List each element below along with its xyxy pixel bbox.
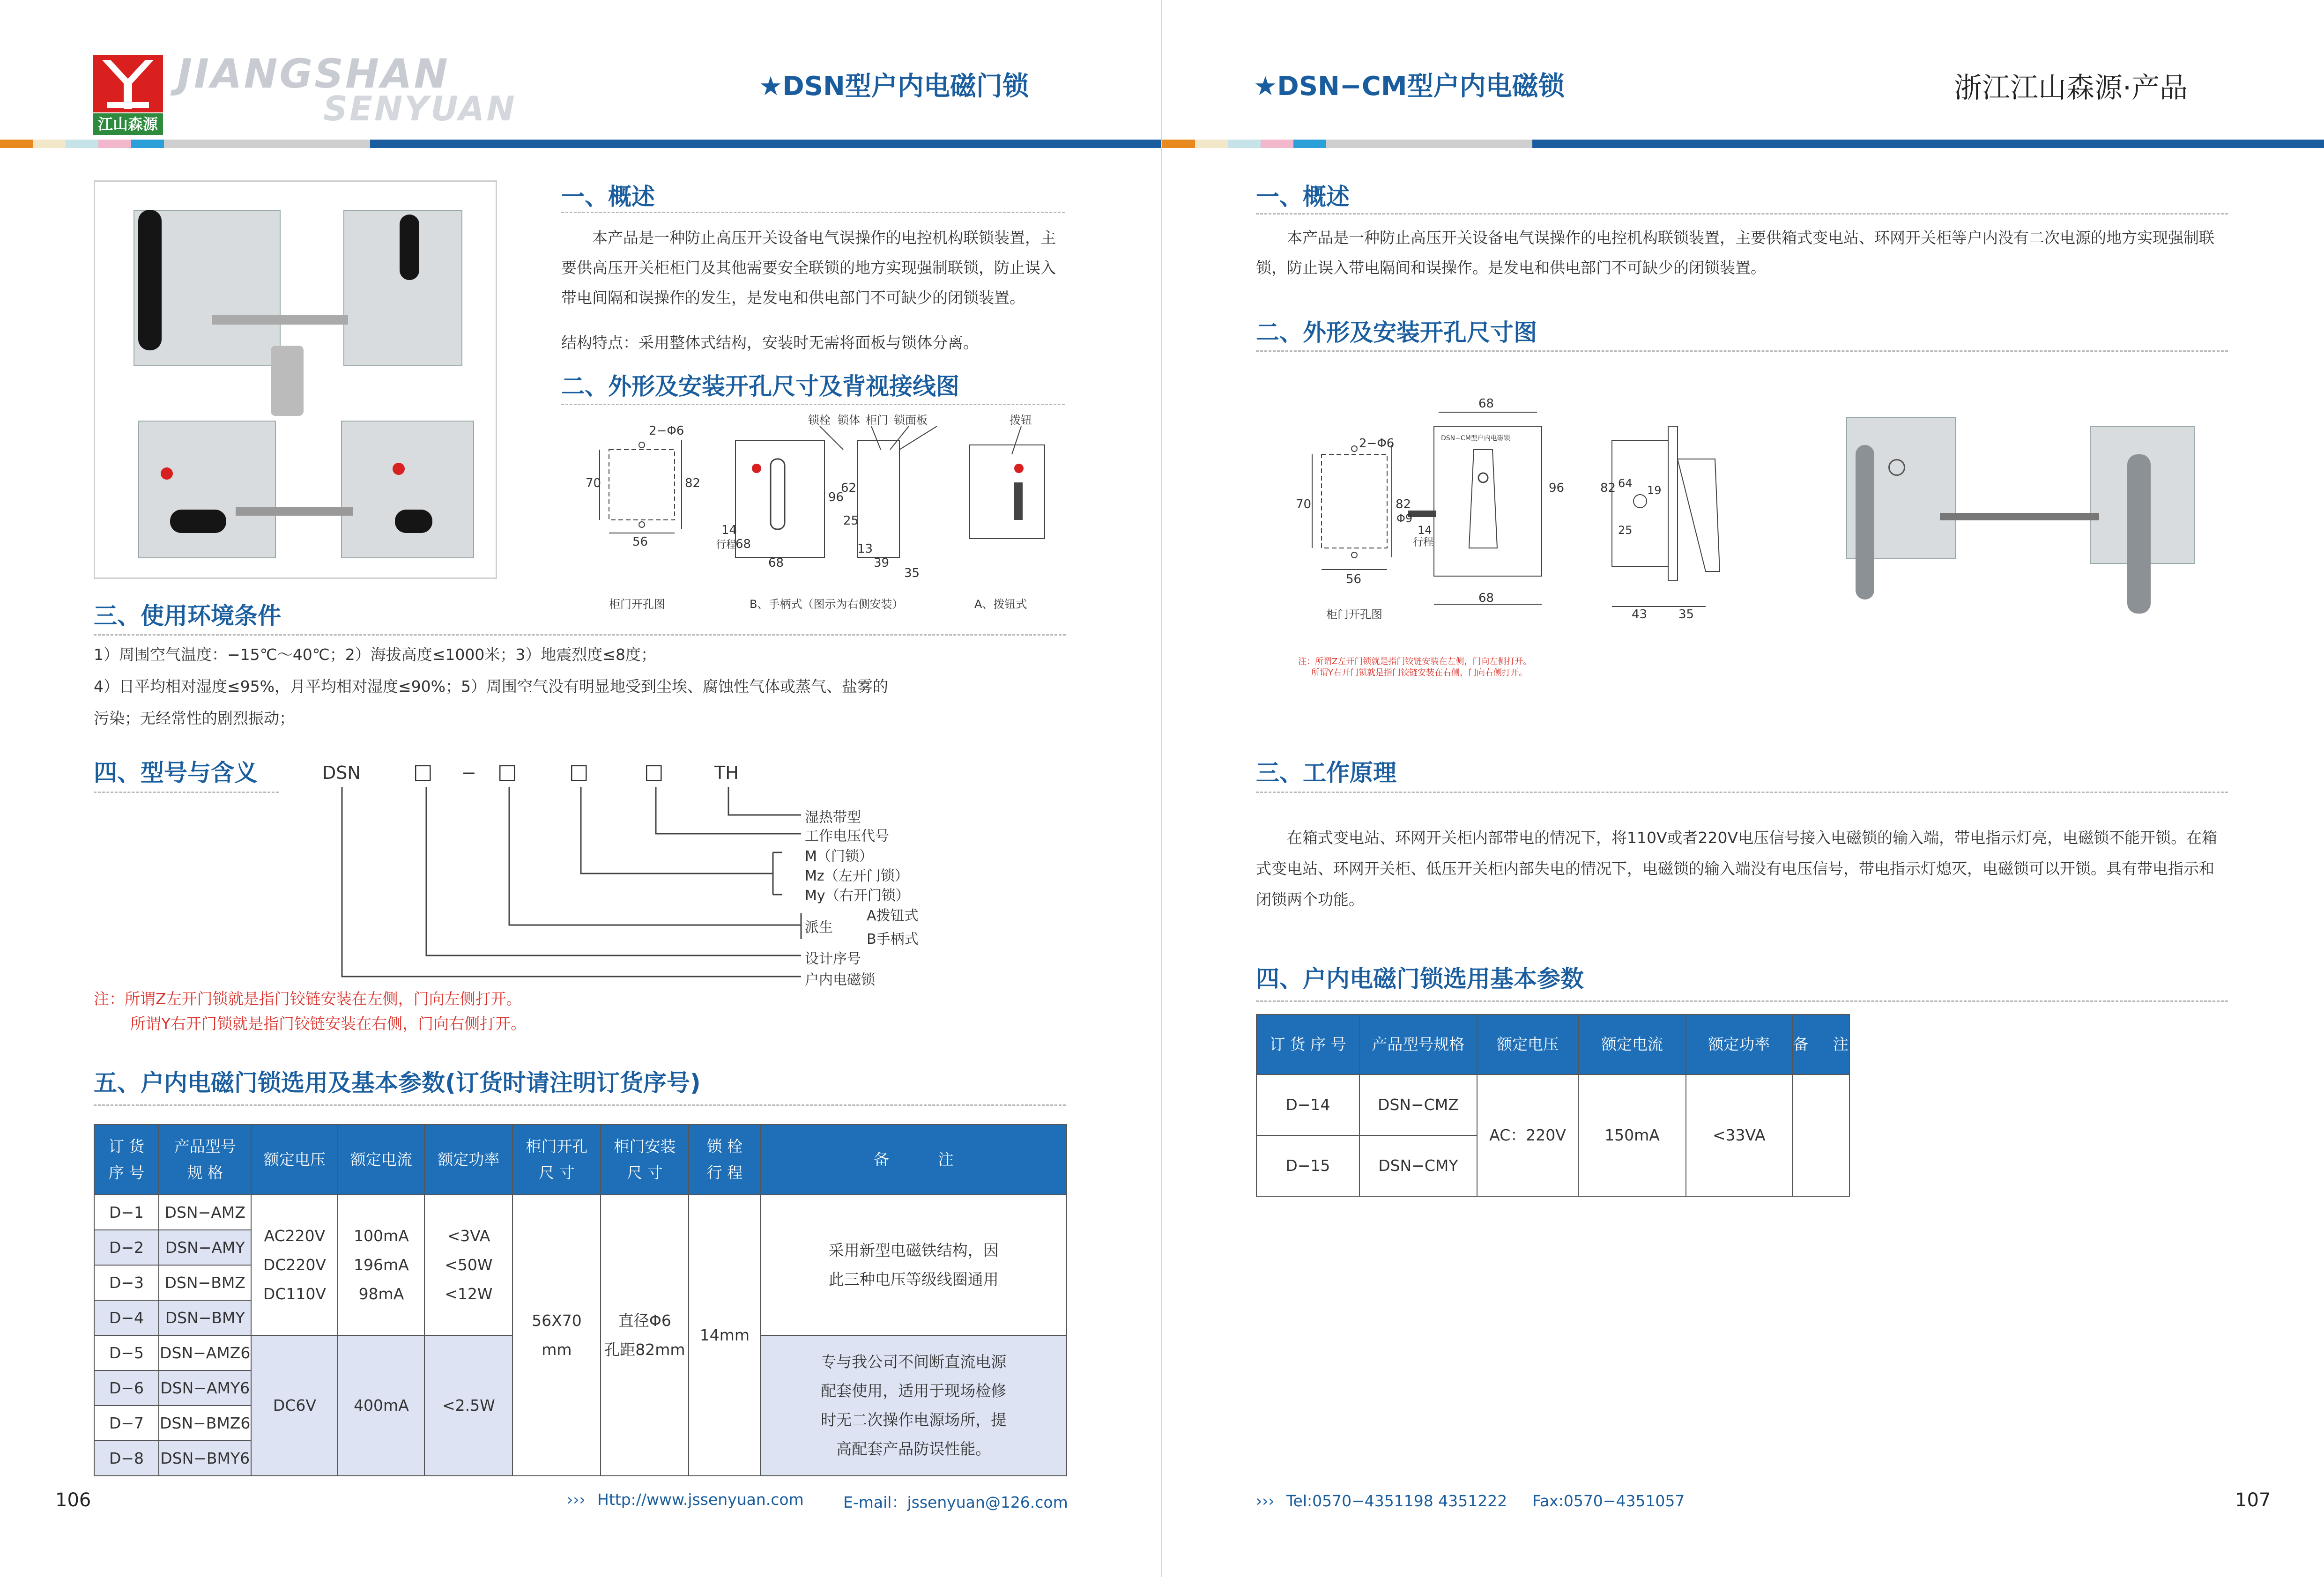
page-title: ★DSN型户内电磁门锁 <box>759 71 1029 102</box>
label-d19: 19 <box>1647 484 1662 497</box>
meaning-6: 派生 <box>805 919 833 936</box>
label-panel: 锁面板 <box>894 414 928 427</box>
th-voltage: 额定电压 <box>1477 1014 1578 1074</box>
caption-hole: 柜门开孔图 <box>609 598 665 611</box>
brand-title: 浙江江山森源·产品 <box>1954 72 2188 104</box>
sec4-title: 四、户内电磁门锁选用基本参数 <box>1256 965 1584 992</box>
sec3-line1: 1）周围空气温度：−15℃～40℃；2）海拔高度≤1000米；3）地震烈度≤8度； <box>94 645 657 664</box>
sec3-line2: 4）日平均相对湿度≤95%，月平均相对湿度≤90%；5）周围空气没有明显地受到尘埃、腐蚀性气体或蒸气、盐雾的 <box>94 677 888 696</box>
cell-order: D−7 <box>94 1406 159 1441</box>
fax-text: Fax:0570−4351057 <box>1532 1492 1685 1510</box>
sec1-title: 一、概述 <box>561 183 655 210</box>
product-photo <box>1846 417 2193 623</box>
sec2-note1: 注：所谓Z左开门锁就是指门铰链安装在左侧，门向左侧打开。 <box>1298 657 1532 666</box>
sec3-line3: 污染；无经常性的剧烈振动； <box>94 709 295 727</box>
page-number: 107 <box>2235 1489 2271 1511</box>
label-d25: 25 <box>843 514 859 528</box>
cell-order: D−3 <box>94 1265 159 1300</box>
cell-current-b: 400mA <box>338 1335 424 1476</box>
page-number: 106 <box>55 1489 91 1511</box>
logo-brand-en-2: SENYUAN <box>323 89 517 128</box>
cell-power-a: <3VA <50W <12W <box>424 1195 512 1335</box>
label-d96: 96 <box>1549 481 1565 495</box>
sec3-para: 在箱式变电站、环网开关柜内部带电的情况下，将110V或者220V电压信号接入电磁锁的输入端，带电指示灯亮，电磁锁不能开锁。在箱式变电站、环网开关柜、低压开关柜内部失电的情况下，电磁锁的输入端没有电压信号，带电指示灯熄灭，电磁锁可以开锁。具有带电指示和闭锁两个功能。 <box>1256 829 2218 909</box>
label-d35: 35 <box>1678 607 1694 622</box>
label-plate-text: DSN−CM型户内电磁锁 <box>1441 435 1510 442</box>
th-power: 额定功率 <box>424 1125 512 1195</box>
cell-order: D−6 <box>94 1370 159 1406</box>
model-code-box4: □ <box>644 760 664 784</box>
th-stroke: 锁 栓 行 程 <box>689 1125 760 1195</box>
th-remark: 备 注 <box>760 1125 1067 1195</box>
label-d56: 56 <box>632 535 648 549</box>
params-table-left <box>94 1124 1067 1476</box>
cell-power-b: <2.5W <box>424 1335 512 1476</box>
label-d64: 64 <box>1618 477 1633 490</box>
tel-text: Tel:0570−4351198 4351222 <box>1286 1492 1507 1510</box>
model-code-dsn: DSN <box>322 763 361 783</box>
logo <box>93 55 163 135</box>
cell-model: DSN−BMY6 <box>159 1441 251 1476</box>
label-d14: 14 <box>721 523 737 537</box>
label-lock-pin: 锁栓 <box>808 414 831 427</box>
label-d82b: 82 <box>1600 481 1616 495</box>
cell-model: DSN−AMZ <box>159 1195 251 1230</box>
cell-power: <33VA <box>1686 1074 1792 1196</box>
label-door: 柜门 <box>866 414 888 427</box>
right-page <box>1162 0 2324 1577</box>
cell-current-a: 100mA 196mA 98mA <box>338 1195 424 1335</box>
arrow-icon: ››› <box>567 1490 586 1509</box>
sec2-title: 二、外形及安装开孔尺寸及背视接线图 <box>561 373 959 400</box>
cell-model: DSN−BMY <box>159 1300 251 1335</box>
th-model: 产品型号规格 <box>1359 1014 1477 1074</box>
cell-remark-a: 采用新型电磁铁结构，因 此三种电压等级线圈通用 <box>760 1195 1067 1335</box>
cell-current: 150mA <box>1578 1074 1686 1196</box>
meaning-0: 湿热带型 <box>805 809 861 826</box>
dimension-drawing <box>1284 393 1823 628</box>
label-d82: 82 <box>685 476 701 490</box>
label-d13: 13 <box>857 542 873 556</box>
label-d56: 56 <box>1346 572 1362 586</box>
meaning-4: My（右开门锁） <box>805 888 910 904</box>
label-lock-body: 锁体 <box>838 414 860 427</box>
th-voltage: 额定电压 <box>251 1125 338 1195</box>
label-d68a: 68 <box>1478 397 1494 411</box>
label-2phi6: 2−Φ6 <box>649 424 684 438</box>
email-link[interactable]: E-mail：jssenyuan@126.com <box>843 1493 1068 1511</box>
dimension-drawing <box>581 407 1068 614</box>
label-d82: 82 <box>1396 497 1411 511</box>
caption-button: A、拨钮式 <box>974 598 1027 611</box>
cell-order: D−8 <box>94 1441 159 1476</box>
cell-order: D−15 <box>1256 1135 1359 1196</box>
cell-voltage-a: AC220V DC220V DC110V <box>251 1195 338 1335</box>
label-d62: 62 <box>841 481 857 495</box>
cell-install: 直径Φ6 孔距82mm <box>601 1195 689 1476</box>
th-current: 额定电流 <box>1578 1014 1686 1074</box>
sec4-title: 四、型号与含义 <box>94 759 258 786</box>
sec4-note2: 所谓Y右开门锁就是指门铰链安装在右侧，门向右侧打开。 <box>130 1014 527 1033</box>
website-link[interactable]: Http://www.jssenyuan.com <box>597 1490 804 1509</box>
sec1-para1: 本产品是一种防止高压开关设备电气误操作的电控机构联锁装置，主要供高压开关柜柜门及其他需要安全联锁的地方实现强制联锁，防止误入带电间隔和误操作的发生，是发电和供电部门不可缺少的闭锁装置。 <box>561 229 1056 307</box>
meaning-7: B手柄式 <box>867 931 919 948</box>
cell-model: DSN−AMY <box>159 1230 251 1265</box>
th-current: 额定电流 <box>338 1125 424 1195</box>
label-stroke: 行程 <box>716 539 737 551</box>
model-code-box1: □ <box>413 760 433 784</box>
label-d35: 35 <box>904 566 920 580</box>
cell-remark-b: 专与我公司不间断直流电源 配套使用，适用于现场检修 时无二次操作电源场所，提 高配套产品防误性能。 <box>760 1335 1067 1476</box>
cell-remark <box>1792 1074 1849 1196</box>
cell-model: DSN−AMY6 <box>159 1370 251 1406</box>
logo-cn: 江山森源 <box>97 115 158 133</box>
meaning-5: A拨钮式 <box>867 908 919 924</box>
cell-model: DSN−CMY <box>1359 1135 1477 1196</box>
sec1-para2: 结构特点：采用整体式结构，安装时无需将面板与锁体分离。 <box>561 333 979 352</box>
label-d39: 39 <box>874 556 890 570</box>
model-tree-lines <box>328 787 820 993</box>
label-d70: 70 <box>1296 497 1312 511</box>
model-code-th: TH <box>714 763 739 783</box>
params-table-right <box>1256 1014 1850 1197</box>
label-d68b: 68 <box>768 556 784 570</box>
sec3-title: 三、工作原理 <box>1256 759 1396 786</box>
caption-hole: 柜门开孔图 <box>1326 608 1382 621</box>
cell-voltage: AC：220V <box>1477 1074 1578 1196</box>
cell-order: D−1 <box>94 1195 159 1230</box>
meaning-2: M（门锁） <box>805 848 873 865</box>
cell-order: D−5 <box>94 1335 159 1370</box>
cell-hole: 56X70 mm <box>512 1195 601 1476</box>
sec1-title: 一、概述 <box>1256 183 1350 210</box>
sec4-note1: 注：所谓Z左开门锁就是指门铰链安装在左侧，门向左侧打开。 <box>94 990 522 1008</box>
sec2-note2: 所谓Y右开门锁就是指门铰链安装在右侧，门向右侧打开。 <box>1311 668 1527 678</box>
th-install: 柜门安装 尺 寸 <box>601 1125 689 1195</box>
meaning-1: 工作电压代号 <box>805 828 889 844</box>
meaning-3: Mz（左开门锁） <box>805 868 909 884</box>
th-power: 额定功率 <box>1686 1014 1792 1074</box>
label-knob: 拨钮 <box>1010 414 1032 427</box>
cell-voltage-b: DC6V <box>251 1335 338 1476</box>
cell-stroke: 14mm <box>689 1195 760 1476</box>
product-photo <box>94 180 497 579</box>
th-order: 订 货 序 号 <box>94 1125 159 1195</box>
page-title: ★DSN−CM型户内电磁锁 <box>1254 71 1565 102</box>
th-remark: 备 注 <box>1792 1014 1849 1074</box>
model-code-box3: □ <box>569 760 589 784</box>
model-code-box2: □ <box>497 760 517 784</box>
sec3-title: 三、使用环境条件 <box>94 602 281 629</box>
cell-order: D−4 <box>94 1300 159 1335</box>
cell-model: DSN−BMZ6 <box>159 1406 251 1441</box>
label-phi9: Φ9 <box>1396 512 1413 525</box>
meaning-9: 户内电磁锁 <box>805 972 875 988</box>
arrow-icon: ››› <box>1256 1492 1275 1510</box>
th-model: 产品型号 规 格 <box>159 1125 251 1195</box>
cell-model: DSN−BMZ <box>159 1265 251 1300</box>
cell-order: D−14 <box>1256 1074 1359 1135</box>
sec2-title: 二、外形及安装开孔尺寸图 <box>1256 319 1537 346</box>
label-d43: 43 <box>1632 607 1648 622</box>
label-d25: 25 <box>1618 524 1633 537</box>
sec1-para: 本产品是一种防止高压开关设备电气误操作的电控机构联锁装置，主要供箱式变电站、环网开关柜等户内没有二次电源的地方实现强制联锁，防止误入带电隔间和误操作。是发电和供电部门不可缺少的闭锁装置。 <box>1256 229 2214 277</box>
cell-model: DSN−CMZ <box>1359 1074 1477 1135</box>
model-code-dash: − <box>461 763 476 783</box>
sec5-title: 五、户内电磁门锁选用及基本参数(订货时请注明订货序号) <box>94 1069 701 1096</box>
label-d68a: 68 <box>735 537 751 551</box>
meaning-8: 设计序号 <box>805 951 861 967</box>
cell-model: DSN−AMZ6 <box>159 1335 251 1370</box>
label-2phi6: 2−Φ6 <box>1359 437 1395 451</box>
th-order: 订 货 序 号 <box>1256 1014 1359 1074</box>
label-d96: 96 <box>828 490 844 504</box>
label-d14: 14 <box>1418 524 1432 537</box>
label-stroke: 行程 <box>1413 537 1434 548</box>
logo-brand-en-1: JIANGSHAN <box>177 51 450 97</box>
cell-order: D−2 <box>94 1230 159 1265</box>
label-d68b: 68 <box>1478 591 1494 605</box>
caption-handle: B、手柄式（图示为右侧安装） <box>750 598 904 611</box>
th-hole: 柜门开孔 尺 寸 <box>512 1125 601 1195</box>
label-d70: 70 <box>586 476 601 490</box>
